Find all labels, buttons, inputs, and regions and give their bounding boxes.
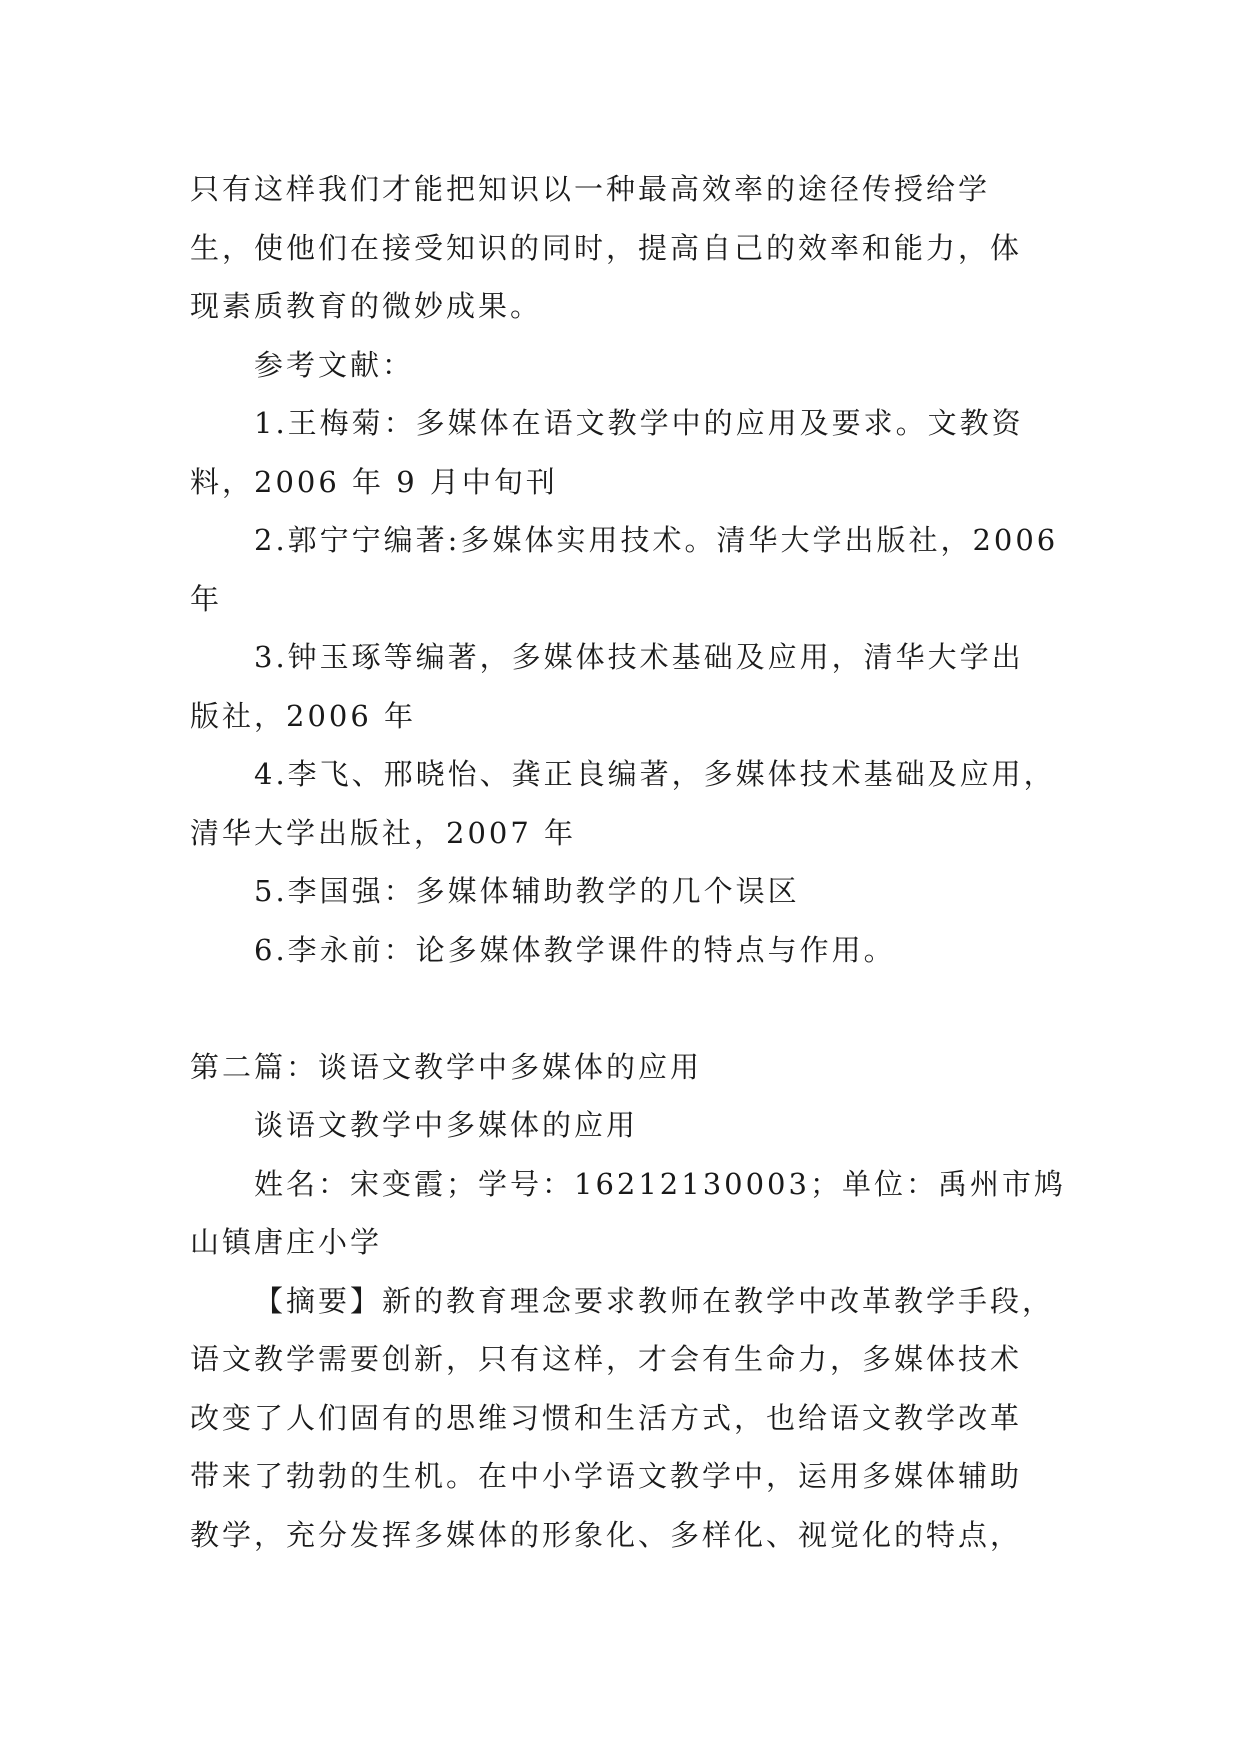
body-line: 现素质教育的微妙成果。 bbox=[190, 289, 543, 323]
reference-item-continued: 清华大学出版社，2007 年 bbox=[190, 815, 577, 850]
reference-item-continued: 版社，2006 年 bbox=[190, 698, 417, 733]
reference-item: 6.李永前：论多媒体教学课件的特点与作用。 bbox=[254, 932, 896, 967]
section-heading: 第二篇：谈语文教学中多媒体的应用 bbox=[190, 1049, 703, 1084]
reference-item: 3.钟玉琢等编著，多媒体技术基础及应用，清华大学出 bbox=[254, 640, 1024, 674]
abstract-line: 改变了人们固有的思维习惯和生活方式，也给语文教学改革 bbox=[190, 1400, 1023, 1435]
abstract-line: 【摘要】新的教育理念要求教师在教学中改革教学手段， bbox=[254, 1283, 1055, 1318]
abstract-line: 教学，充分发挥多媒体的形象化、多样化、视觉化的特点， bbox=[190, 1517, 1023, 1552]
article-title: 谈语文教学中多媒体的应用 bbox=[254, 1108, 639, 1142]
reference-item-continued: 年 bbox=[190, 581, 223, 616]
abstract-line: 语文教学需要创新，只有这样，才会有生命力，多媒体技术 bbox=[190, 1342, 1023, 1376]
document-body bbox=[190, 160, 1066, 1564]
reference-item: 5.李国强：多媒体辅助教学的几个误区 bbox=[254, 874, 800, 908]
author-info-continued: 山镇唐庄小学 bbox=[190, 1225, 383, 1259]
reference-item-continued: 料，2006 年 9 月中旬刊 bbox=[190, 464, 558, 499]
blank-line bbox=[190, 979, 1050, 1038]
body-line: 生，使他们在接受知识的同时，提高自己的效率和能力，体 bbox=[190, 230, 1023, 265]
reference-item: 2.郭宁宁编著:多媒体实用技术。清华大学出版社，2006 bbox=[254, 523, 1059, 557]
reference-item: 1.王梅菊：多媒体在语文教学中的应用及要求。文教资 bbox=[254, 406, 1024, 440]
author-info: 姓名：宋变霞；学号：16212130003；单位：禹州市鸠 bbox=[254, 1166, 1066, 1201]
body-line: 只有这样我们才能把知识以一种最高效率的途径传授给学 bbox=[190, 172, 991, 206]
abstract-line: 带来了勃勃的生机。在中小学语文教学中，运用多媒体辅助 bbox=[190, 1459, 1023, 1493]
references-heading: 参考文献： bbox=[254, 347, 415, 382]
reference-item: 4.李飞、邢晓怡、龚正良编著，多媒体技术基础及应用， bbox=[254, 757, 1056, 791]
